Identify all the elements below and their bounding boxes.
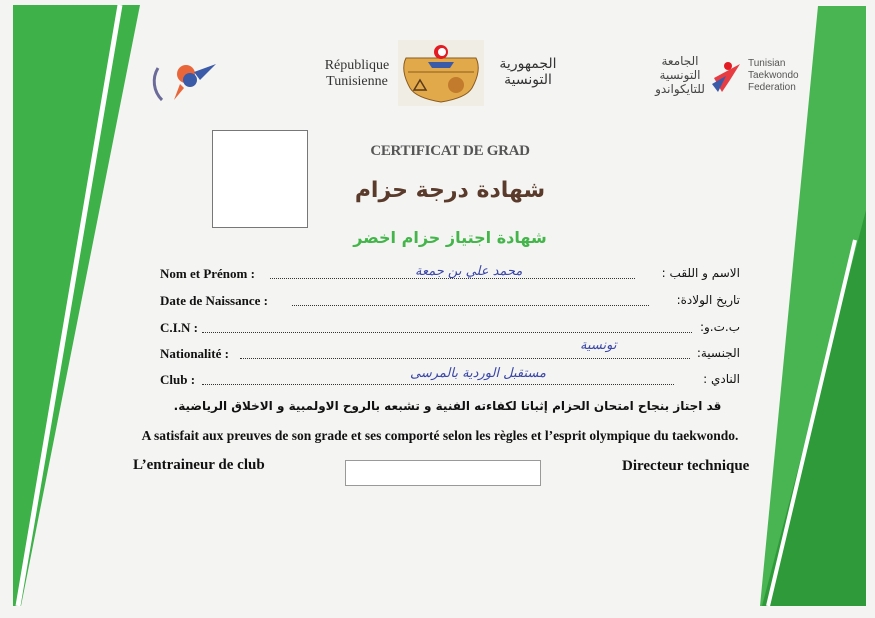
field-club-value: مستقبل الوردية بالمرسى (410, 366, 546, 381)
statement-fr: A satisfait aux preuves de son grade et ses comporté selon les règles et l’esprit olympique du taekwondo. (141, 428, 739, 443)
field-birthdate-label-ar: تاريخ الولادة: (676, 293, 740, 307)
field-nationality-value: تونسية (580, 338, 617, 353)
republic-name-fr: République Tunisienne (324, 58, 390, 89)
director-signature-label: Directeur technique (622, 458, 750, 474)
field-club-label-ar: النادي : (703, 372, 740, 386)
field-name-label-ar: الاسم و اللقب : (661, 266, 740, 280)
coach-signature-label: L’entraineur de club (133, 457, 265, 473)
field-nationality-dots (240, 354, 690, 359)
field-birthdate-label-fr: Date de Naissance : (160, 293, 268, 308)
ttf-name-ar: الجامعة التونسية للتايكواندو (655, 54, 705, 96)
belt-title-ar: شهادة اجتياز حزام اخضر (353, 228, 547, 247)
republic-name-ar: الجمهورية التونسية (499, 56, 557, 88)
field-nationality (160, 338, 740, 368)
signature-box (345, 460, 541, 486)
ttf-name-en: Tunisian Taekwondo Federation (748, 58, 799, 93)
field-nationality-label-fr: Nationalité : (160, 346, 229, 361)
certificate-title-fr: CERTIFICAT DE GRAD (370, 143, 530, 159)
field-cin-label-fr: C.I.N : (160, 320, 198, 335)
field-cin-label-ar: ب.ت.و: (699, 320, 740, 334)
ttf-kicker-icon (708, 58, 746, 96)
photo-box (212, 130, 308, 228)
field-club (160, 366, 740, 394)
field-name (160, 266, 740, 288)
statement-ar: قد اجتاز بنجاح امتحان الحزام إثباتا لكفاءته الفنية و تشبعه بالروح الاولمبية و الاخلاق الرياضية. (173, 399, 722, 413)
field-nationality-label-ar: الجنسية: (696, 346, 740, 360)
field-cin (160, 320, 740, 342)
world-taekwondo-logo (150, 50, 222, 106)
field-name-label-fr: Nom et Prénom : (160, 266, 255, 281)
field-birthdate-dots (292, 301, 649, 306)
certificate-title-ar: شهادة درجة حزام (354, 178, 546, 203)
field-name-value: محمد علي بن جمعة (415, 264, 523, 279)
tunisia-coat-of-arms (398, 40, 484, 106)
field-cin-dots (202, 328, 692, 333)
field-birthdate (160, 293, 740, 315)
field-club-label-fr: Club : (160, 372, 196, 387)
